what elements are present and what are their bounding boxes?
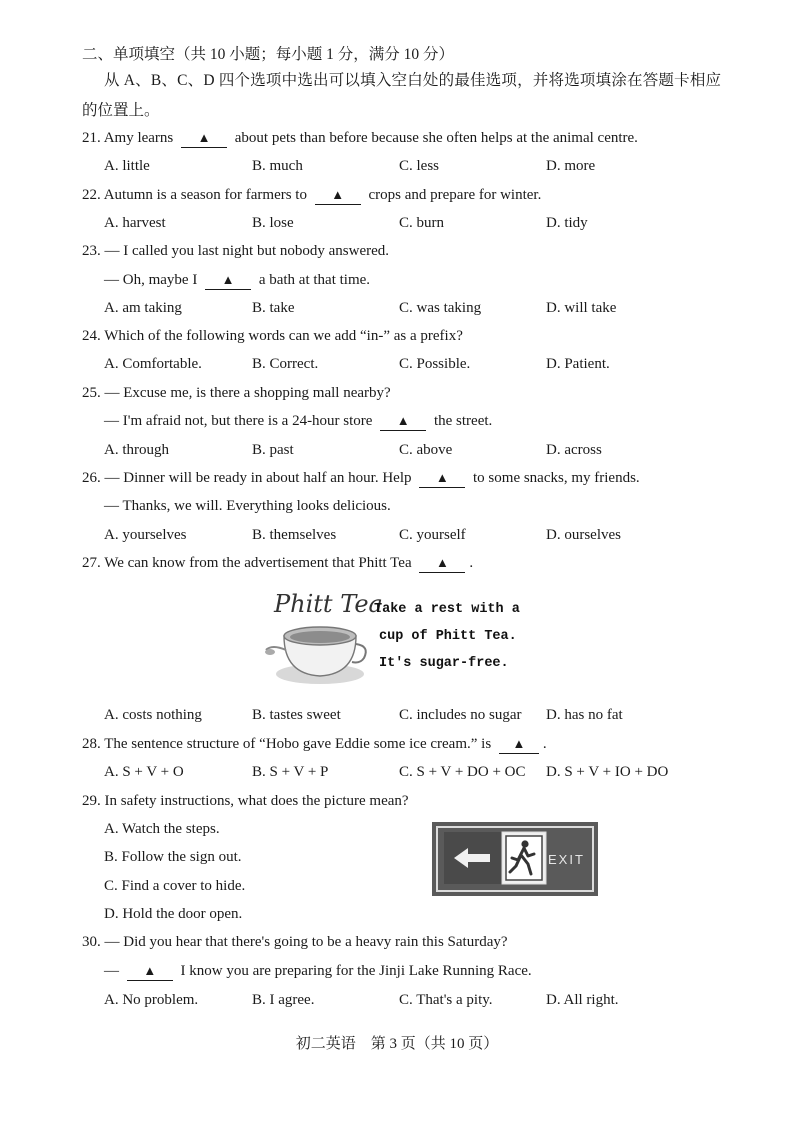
question-28 xyxy=(82,734,547,754)
option-a: A. through xyxy=(104,442,169,458)
option-d: D. more xyxy=(546,158,596,174)
option-d: D. Patient. xyxy=(546,356,610,372)
question-text: In safety instructions, what does the picture mean? xyxy=(104,793,409,809)
ad-slogan-line3: It's sugar-free. xyxy=(379,656,509,671)
option-a: A. harvest xyxy=(104,215,166,231)
option-b: B. I agree. xyxy=(252,992,315,1008)
answer-blank xyxy=(419,469,465,488)
option-a: A. Comfortable. xyxy=(104,356,202,372)
question-text: — Excuse me, is there a shopping mall nearby? xyxy=(104,385,391,401)
option-b: B. lose xyxy=(252,215,294,231)
question-text: — xyxy=(104,963,119,979)
blank-marker-icon: ▲ xyxy=(396,413,410,428)
option-b: B. S + V + P xyxy=(252,764,329,780)
question-text: — Dinner will be ready in about half an hour. Help xyxy=(104,470,412,486)
question-25-line2 xyxy=(104,411,492,431)
blank-marker-icon: ▲ xyxy=(331,187,345,202)
question-number: 24. xyxy=(82,328,101,344)
question-text: Which of the following words can we add “in-” as a prefix? xyxy=(104,328,463,344)
ad-slogan-line1: Take a rest with a xyxy=(374,602,520,617)
question-number: 29. xyxy=(82,793,101,809)
option-b: B. take xyxy=(252,300,295,316)
blank-marker-icon: ▲ xyxy=(435,470,449,485)
option-d: D. All right. xyxy=(546,992,619,1008)
option-c: C. Possible. xyxy=(399,356,471,372)
option-d: D. across xyxy=(546,442,602,458)
page-footer: 初二英语 第 3 页（共 10 页） xyxy=(295,1036,499,1052)
option-c: C. yourself xyxy=(399,527,466,543)
question-21 xyxy=(82,128,638,148)
section-instruction-line1: 从 A、B、C、D 四个选项中选出可以填入空白处的最佳选项，并将选项填涂在答题卡相应 xyxy=(104,72,722,89)
option-a: A. S + V + O xyxy=(104,764,184,780)
question-text: — Did you hear that there's going to be a heavy rain this Saturday? xyxy=(104,934,508,950)
answer-blank xyxy=(419,554,465,573)
question-text: We can know from the advertisement that Phitt Tea xyxy=(104,555,412,571)
answer-blank xyxy=(380,412,426,431)
option-d: D. has no fat xyxy=(546,707,623,723)
option-a: A. am taking xyxy=(104,300,182,316)
question-text: — I'm afraid not, but there is a 24-hour store xyxy=(104,413,373,429)
option-b: B. themselves xyxy=(252,527,337,543)
option-c: C. burn xyxy=(399,215,444,231)
option-c: C. That's a pity. xyxy=(399,992,493,1008)
question-number: 22. xyxy=(82,187,101,203)
option-d: D. tidy xyxy=(546,215,588,231)
exit-sign-picture xyxy=(432,822,598,896)
question-23-line2 xyxy=(104,270,370,290)
option-c: C. S + V + DO + OC xyxy=(399,764,526,780)
question-24 xyxy=(82,326,463,346)
option-d: D. S + V + IO + DO xyxy=(546,764,669,780)
blank-marker-icon: ▲ xyxy=(197,130,211,145)
option-b: B. much xyxy=(252,158,303,174)
option-d: D. will take xyxy=(546,300,617,316)
option-d: D. ourselves xyxy=(546,527,621,543)
section-title: 二、单项填空（共 10 小题；每小题 1 分，满分 10 分） xyxy=(82,46,455,63)
question-text: the street. xyxy=(433,413,493,429)
ad-slogan-line2: cup of Phitt Tea. xyxy=(379,629,517,644)
question-number: 30. xyxy=(82,934,101,950)
question-text: — Oh, maybe I xyxy=(104,272,198,288)
blank-marker-icon: ▲ xyxy=(221,272,235,287)
question-number: 26. xyxy=(82,470,101,486)
question-text: to some snacks, my friends. xyxy=(473,470,640,486)
question-29 xyxy=(82,791,409,811)
question-number: 23. xyxy=(82,243,101,259)
question-text: crops and prepare for winter. xyxy=(368,187,542,203)
answer-blank xyxy=(315,186,361,205)
option-b: B. Correct. xyxy=(252,356,319,372)
section-instruction-line2: 的位置上。 xyxy=(82,102,160,119)
question-text: . xyxy=(469,555,474,571)
answer-blank xyxy=(205,271,251,290)
option-c: C. Find a cover to hide. xyxy=(104,878,246,894)
question-27 xyxy=(82,553,473,573)
question-30 xyxy=(82,932,508,952)
question-25 xyxy=(82,383,391,403)
option-d: D. Hold the door open. xyxy=(104,906,243,922)
question-text: — I called you last night but nobody answered. xyxy=(104,243,390,259)
question-text: I know you are preparing for the Jinji Lake Running Race. xyxy=(180,963,532,979)
question-26 xyxy=(82,468,640,488)
option-b: B. past xyxy=(252,442,294,458)
question-text: about pets than before because she often helps at the animal centre. xyxy=(234,130,638,146)
option-c: C. includes no sugar xyxy=(399,707,522,723)
option-c: C. above xyxy=(399,442,453,458)
blank-marker-icon: ▲ xyxy=(512,736,526,751)
question-22 xyxy=(82,185,541,205)
blank-marker-icon: ▲ xyxy=(435,555,449,570)
option-b: B. tastes sweet xyxy=(252,707,341,723)
question-text: . xyxy=(542,736,547,752)
phitt-tea-advertisement xyxy=(262,588,552,693)
exit-sign-label: EXIT xyxy=(548,852,585,867)
option-c: C. less xyxy=(399,158,440,174)
question-number: 21. xyxy=(82,130,101,146)
question-number: 27. xyxy=(82,555,101,571)
question-text: a bath at that time. xyxy=(258,272,371,288)
question-26-line2: — Thanks, we will. Everything looks delicious. xyxy=(104,498,391,514)
answer-blank xyxy=(499,735,539,754)
option-a: A. No problem. xyxy=(104,992,199,1008)
question-23 xyxy=(82,241,389,261)
answer-blank xyxy=(181,129,227,148)
option-a: A. yourselves xyxy=(104,527,187,543)
option-a: A. costs nothing xyxy=(104,707,202,723)
option-a: A. little xyxy=(104,158,150,174)
question-30-line2 xyxy=(104,961,532,981)
option-b: B. Follow the sign out. xyxy=(104,849,242,865)
option-a: A. Watch the steps. xyxy=(104,821,220,837)
question-number: 28. xyxy=(82,736,101,752)
phitt-tea-logo: Phitt Tea xyxy=(274,590,383,618)
option-c: C. was taking xyxy=(399,300,482,316)
question-text: Autumn is a season for farmers to xyxy=(103,187,307,203)
blank-marker-icon: ▲ xyxy=(143,963,157,978)
question-text: The sentence structure of “Hobo gave Eddie some ice cream.” is xyxy=(104,736,492,752)
answer-blank xyxy=(127,962,173,981)
question-text: Amy learns xyxy=(103,130,174,146)
question-number: 25. xyxy=(82,385,101,401)
